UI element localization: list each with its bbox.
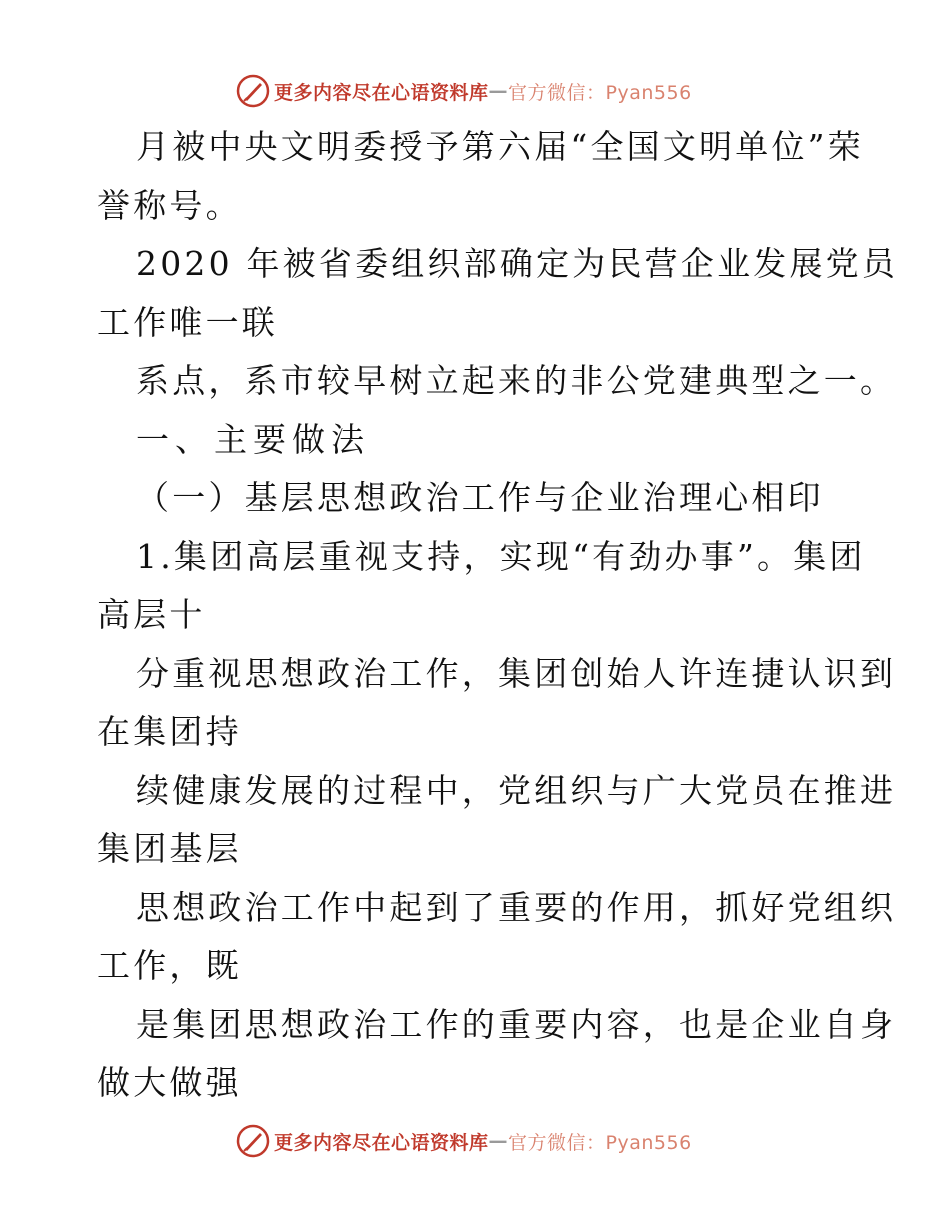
watermark-wechat: 官方微信：Pyan556 [508,81,692,104]
text-line: 是集团思想政治工作的重要内容，也是企业自身 [136,1004,897,1044]
watermark-wechat: 官方微信：Pyan556 [508,1131,692,1154]
quill-logo-icon [236,74,270,108]
text-line: 集团基层 [97,829,242,868]
subsection-heading: （一）基层思想政治工作与企业治理心相印 [136,478,824,517]
footer-watermark [236,1124,692,1158]
text-line: 月被中央文明委授予第六届“全国文明单位”荣 [136,127,864,166]
watermark-separator: — [488,80,509,102]
section-heading: 一、主要做法 [136,419,370,459]
quill-logo-icon [236,1124,270,1158]
text-line: 系点，系市较早树立起来的非公党建典型之一。 [136,361,897,400]
text-line: 思想政治工作中起到了重要的作用，抓好党组织 [136,887,897,927]
text-line: 工作，既 [97,946,242,985]
watermark-brand: 更多内容尽在心语资料库 [274,81,489,104]
text-line: 誉称号。 [97,185,242,225]
text-line: 工作唯一联 [97,302,278,342]
document-body [97,118,899,1113]
text-line: 在集团持 [97,712,242,751]
watermark-brand: 更多内容尽在心语资料库 [274,1131,489,1154]
text-line: 高层十 [97,595,206,634]
watermark-separator: — [488,1130,509,1152]
text-line: 续健康发展的过程中，党组织与广大党员在推进 [136,770,897,810]
text-line: 分重视思想政治工作，集团创始人许连捷认识到 [136,653,897,693]
text-line: 做大做强 [97,1063,242,1102]
header-watermark [236,74,692,108]
text-line: 1.集团高层重视支持，实现“有劲办事”。集团 [136,536,866,576]
text-line: 2020 年被省委组织部确定为民营企业发展党员 [136,244,899,283]
